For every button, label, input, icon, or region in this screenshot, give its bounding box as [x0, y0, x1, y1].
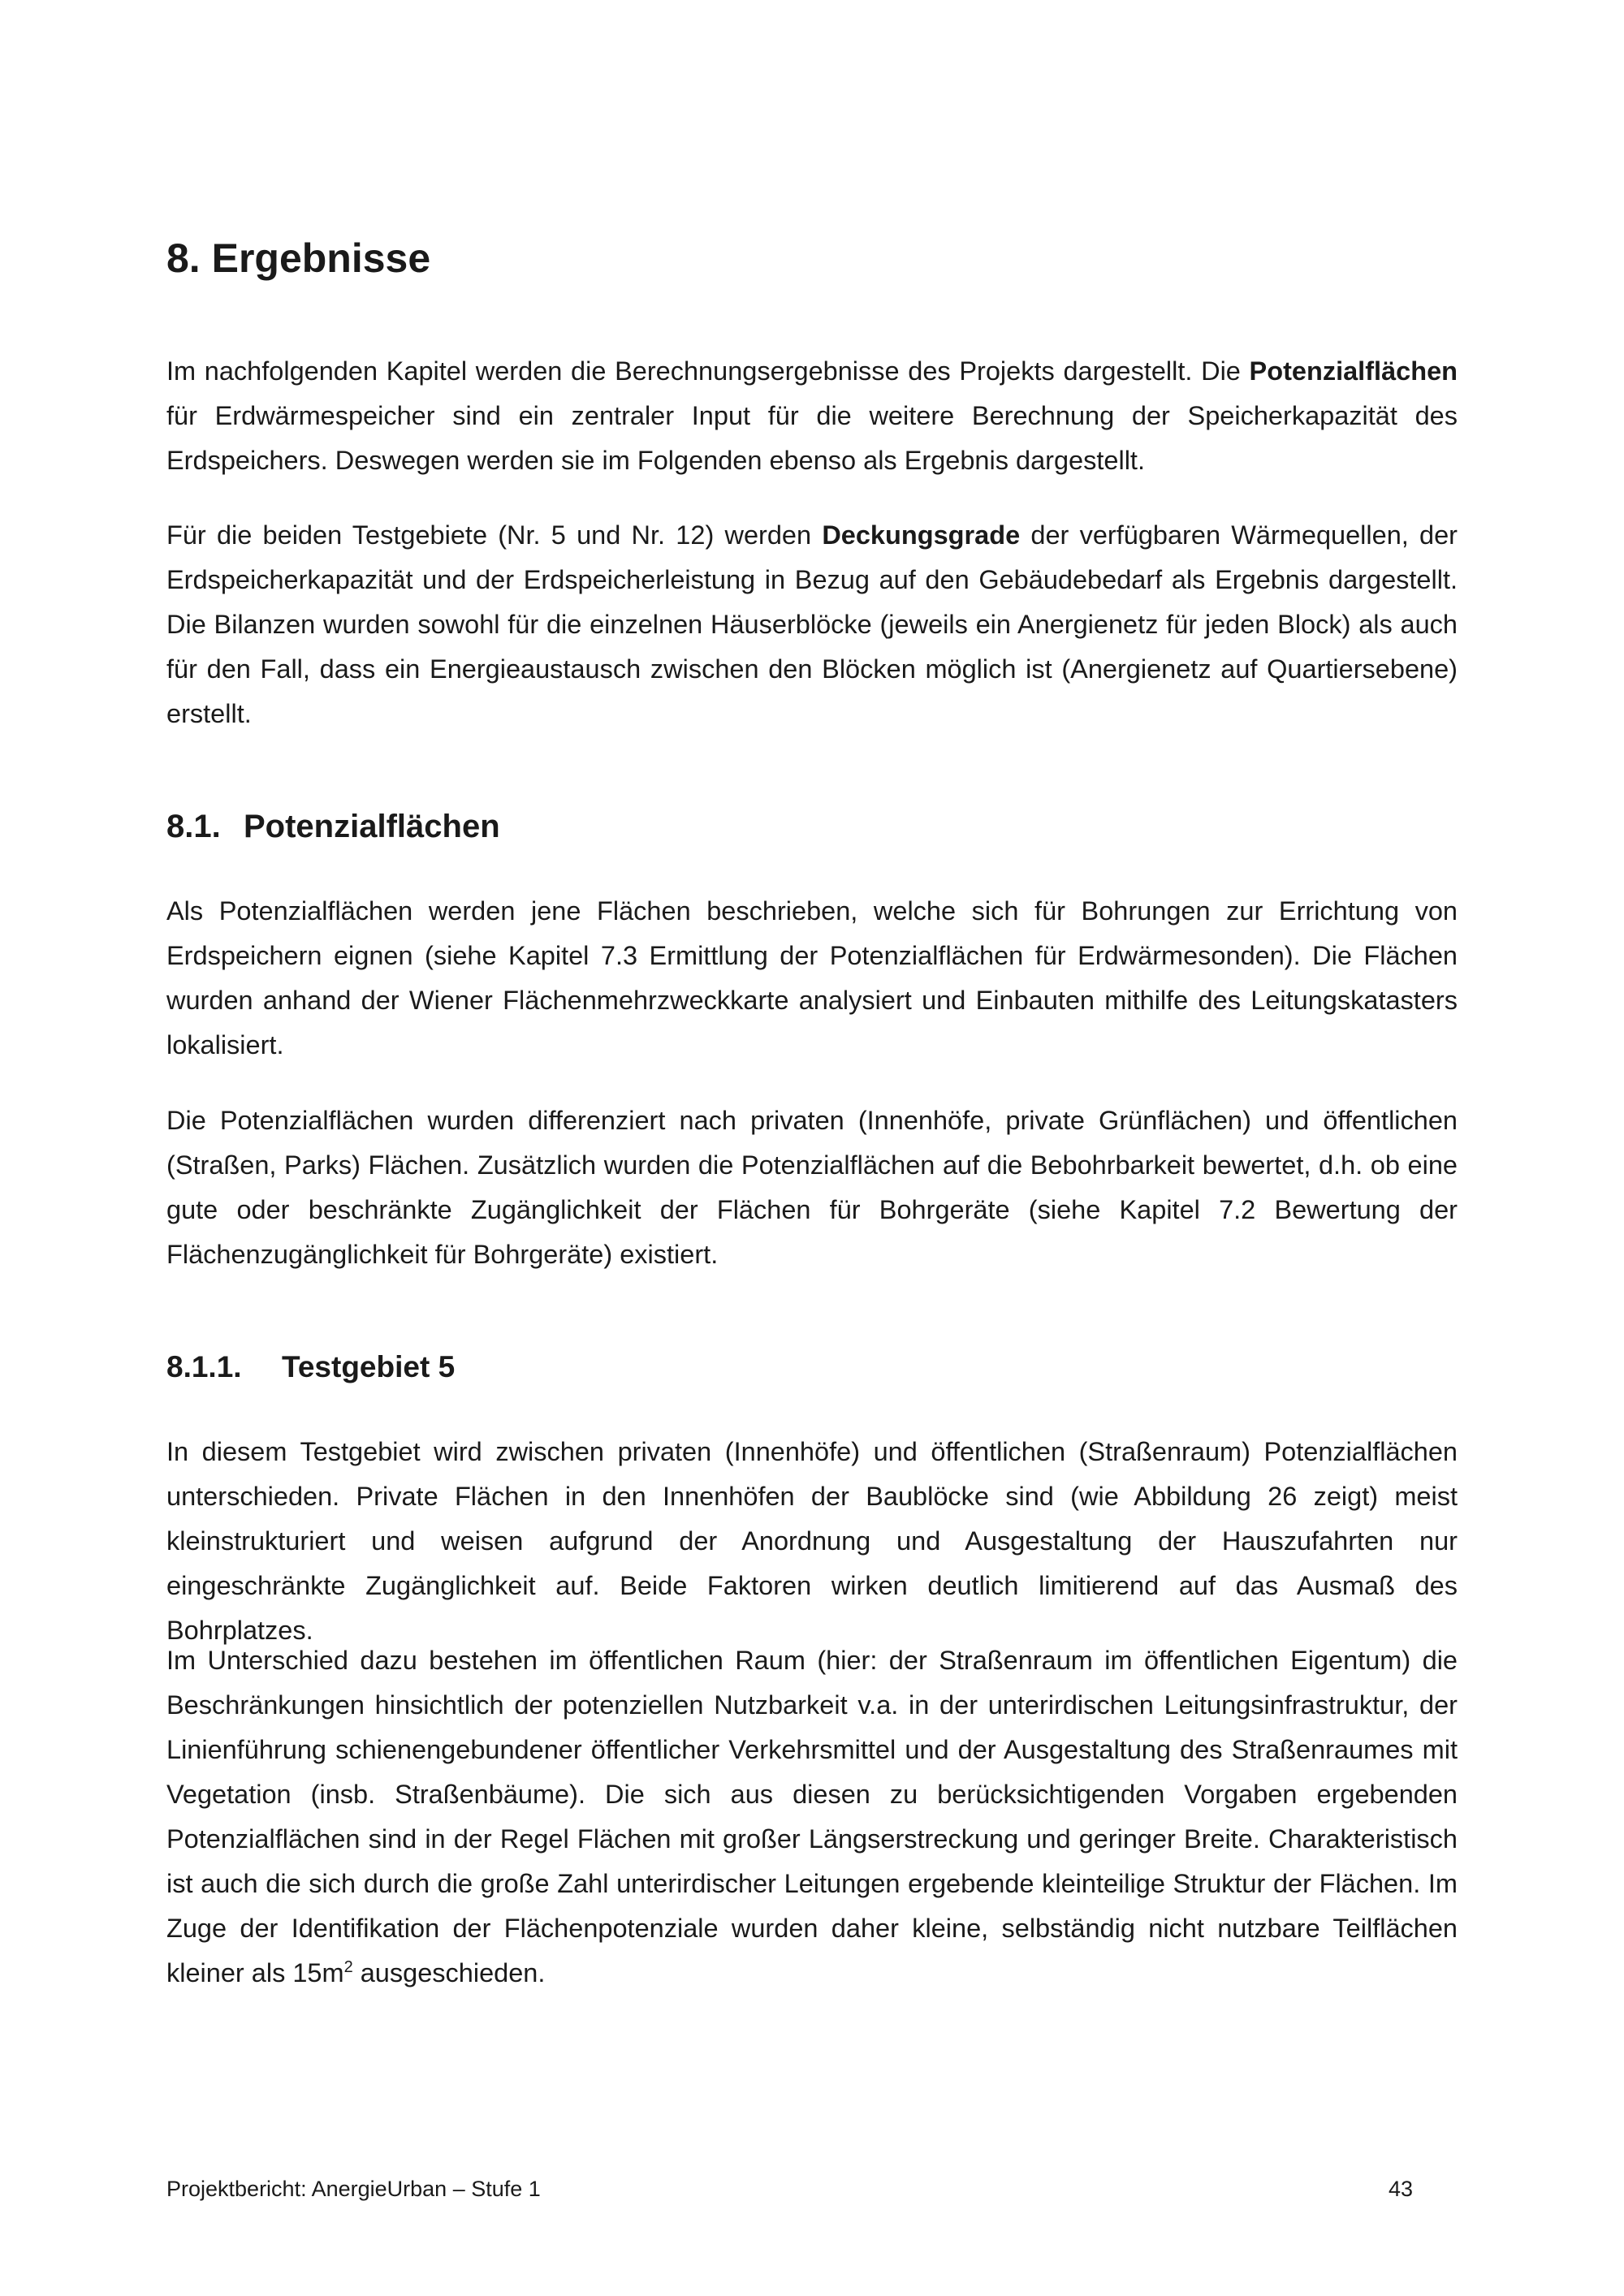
subsection-number: 8.1.1. — [166, 1350, 242, 1383]
section-number: 8.1. — [166, 809, 221, 844]
s811-p2-text-a: Im Unterschied dazu bestehen im öffentlichen Raum (hier: der Straßenraum im öffentlichen Eigentum) die Beschränkungen hinsichtlich der potenziellen Nutzbarkeit v.a. in der unterirdischen Leitungsinfrastruktur, der Linienführung schienengebundener öffentlicher Verkehrsmittel und der Ausgestaltung des Straßenraumes mit Vegetation (insb. Straßenbäume). Die sich aus diesen zu berücksichtigenden Vorgaben ergebenden Potenzialflächen sind in der Regel Flächen mit großer Längserstreckung und geringer Breite. Charakteristisch ist auch die sich durch die große Zahl unterirdischer Leitungen ergebende kleinteilige Struktur der Flächen. Im Zuge der Identifikation der Flächenpotenziale wurden daher kleine, selbständig nicht nutzbare Teilflächen kleiner als 15m — [166, 1646, 1458, 1987]
footer-report-title: Projektbericht: AnergieUrban – Stufe 1 — [166, 2177, 541, 2201]
document-page — [166, 0, 1458, 2296]
intro-p2-text-b: der verfügbaren Wärmequellen, der Erdspeicherkapazität und der Erdspeicherleistung in Bezug auf den Gebäudebedarf als Ergebnis dargestellt. Die Bilanzen wurden sowohl für die einzelnen Häuserblöcke (jeweils ein Anergienetz für jeden Block) als auch für den Fall, dass ein Energieaustausch zwischen den Blöcken möglich ist (Anergienetz auf Quartiersebene) erstellt. — [166, 520, 1458, 728]
page-footer — [166, 2176, 1458, 2202]
section-title: Potenzialflächen — [244, 809, 500, 844]
intro-p1-text-b: für Erdwärmespeicher sind ein zentraler Input für die weitere Berechnung der Speicherkapazität des Erdspeichers. Deswegen werden sie im Folgenden ebenso als Ergebnis dargestellt. — [166, 401, 1458, 475]
intro-paragraph-2 — [166, 513, 1458, 736]
section-8-1-paragraph-1: Als Potenzialflächen werden jene Flächen beschrieben, welche sich für Bohrungen zur Errichtung von Erdspeichern eignen (siehe Kapitel 7.3 Ermittlung der Potenzialflächen für Erdwärmesonden). Die Flächen wurden anhand der Wiener Flächenmehrzweckkarte analysiert und Einbauten mithilfe des Leitungskatasters lokalisiert. — [166, 896, 1458, 1060]
section-8-1-1-paragraph-2 — [166, 1638, 1458, 1996]
subsection-heading-8-1-1 — [166, 1349, 455, 1385]
s811-p2-text-b: ausgeschieden. — [352, 1958, 546, 1987]
intro-p2-text-a: Für die beiden Testgebiete (Nr. 5 und Nr. 12) werden — [166, 520, 823, 550]
intro-paragraph-1 — [166, 349, 1458, 483]
superscript-squared: 2 — [343, 1958, 353, 1977]
page-number: 43 — [1388, 2177, 1413, 2201]
intro-p1-bold-term: Potenzialflächen — [1249, 356, 1458, 386]
section-heading-8-1 — [166, 807, 500, 846]
chapter-heading: 8. Ergebnisse — [166, 235, 431, 281]
subsection-title: Testgebiet 5 — [282, 1350, 456, 1383]
intro-p1-text-a: Im nachfolgenden Kapitel werden die Berechnungsergebnisse des Projekts dargestellt. Die — [166, 356, 1250, 386]
intro-p2-bold-term: Deckungsgrade — [822, 520, 1021, 550]
section-8-1-paragraph-2: Die Potenzialflächen wurden differenziert nach privaten (Innenhöfe, private Grünflächen) und öffentlichen (Straßen, Parks) Flächen. Zusätzlich wurden die Potenzialflächen auf die Bebohrbarkeit bewertet, d.h. ob eine gute oder beschränkte Zugänglichkeit der Flächen für Bohrgeräte (siehe Kapitel 7.2 Bewertung der Flächenzugänglichkeit für Bohrgeräte) existiert. — [166, 1106, 1458, 1269]
section-8-1-1-paragraph-1: In diesem Testgebiet wird zwischen privaten (Innenhöfe) und öffentlichen (Straßenraum) Potenzialflächen unterschieden. Private Flächen in den Innenhöfen der Baublöcke sind (wie Abbildung 26 zeigt) meist kleinstrukturiert und weisen aufgrund der Anordnung und Ausgestaltung der Hauszufahrten nur eingeschränkte Zugänglichkeit auf. Beide Faktoren wirken deutlich limitierend auf das Ausmaß des Bohrplatzes. — [166, 1437, 1458, 1645]
